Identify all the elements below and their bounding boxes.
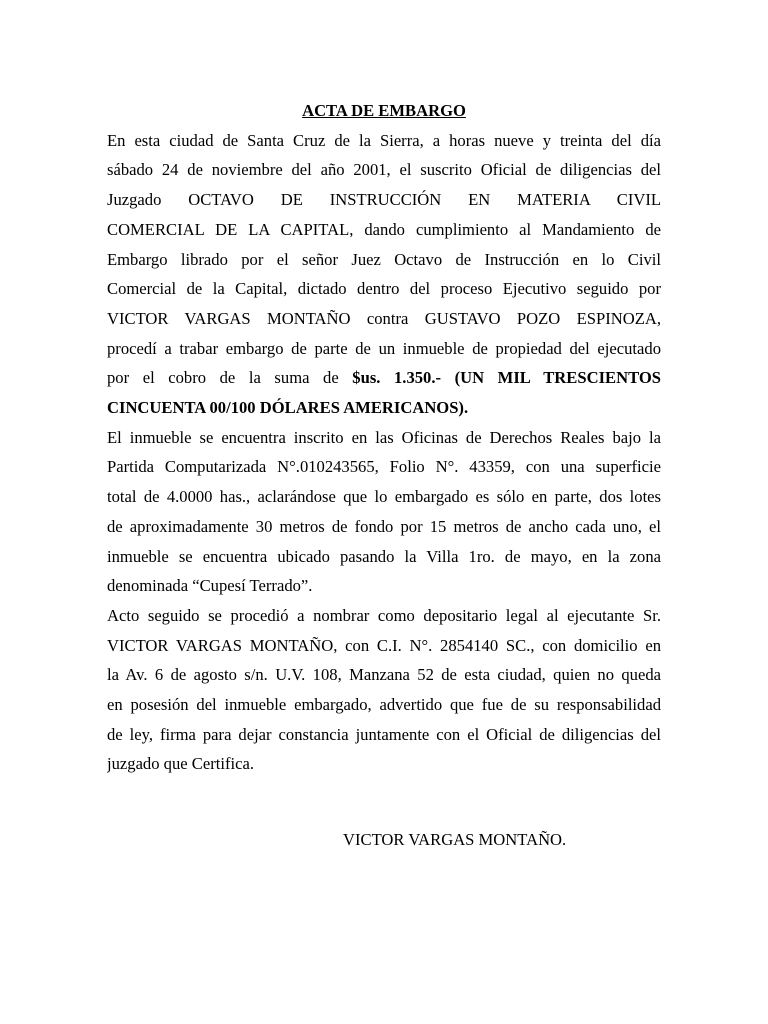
document-title: ACTA DE EMBARGO [302, 101, 466, 120]
paragraph-2 [107, 423, 661, 601]
paragraph-3 [107, 601, 661, 779]
text-line: VICTOR VARGAS MONTAÑO contra GUSTAVO POZO ESPINOZA, [107, 308, 661, 328]
text-line: Juzgado OCTAVO DE INSTRUCCIÓN EN MATERIA CIVIL [107, 190, 661, 210]
text-line-amount-words [107, 393, 661, 423]
text-line: de aproximadamente 30 metros de fondo por 15 metros de ancho cada uno, el [107, 516, 661, 536]
text-line: El inmueble se encuentra inscrito en las Oficinas de Derechos Reales bajo la [107, 427, 661, 447]
text-line: procedí a trabar embargo de parte de un inmueble de propiedad del ejecutado [107, 338, 661, 358]
text-line-amount [107, 363, 661, 393]
text-line: sábado 24 de noviembre del año 2001, el suscrito Oficial de diligencias del [107, 160, 661, 180]
text-line: Partida Computarizada N°.010243565, Folio N°. 43359, con una superficie [107, 457, 661, 477]
text-line: Comercial de la Capital, dictado dentro del proceso Ejecutivo seguido por [107, 279, 661, 299]
amount-prefix: por el cobro de la suma de [107, 368, 353, 388]
text-line: Acto seguido se procedió a nombrar como depositario legal al ejecutante Sr. [107, 605, 661, 625]
text-line: Embargo librado por el señor Juez Octavo de Instrucción en lo Civil [107, 249, 661, 269]
amount-bold: $us. 1.350.- (UN MIL TRESCIENTOS [352, 368, 661, 388]
text-line: En esta ciudad de Santa Cruz de la Sierra, a horas nueve y treinta del día [107, 130, 661, 150]
text-line: en posesión del inmueble embargado, advertido que fue de su responsabilidad [107, 695, 661, 715]
text-line: inmueble se encuentra ubicado pasando la Villa 1ro. de mayo, en la zona [107, 546, 661, 566]
text-line: total de 4.0000 has., aclarándose que lo embargado es sólo en parte, dos lotes [107, 487, 661, 507]
text-line: denominada “Cupesí Terrado”. [107, 576, 313, 596]
text-line: de ley, firma para dejar constancia juntamente con el Oficial de diligencias del [107, 724, 661, 744]
signature-name: VICTOR VARGAS MONTAÑO. [343, 830, 567, 849]
text-line: VICTOR VARGAS MONTAÑO, con C.I. N°. 2854140 SC., con domicilio en [107, 635, 661, 655]
text-line: juzgado que Certifica. [107, 754, 254, 774]
amount-words-suffix: . [463, 398, 469, 418]
document-body [107, 96, 661, 779]
amount-words-bold: CINCUENTA 00/100 DÓLARES AMERICANOS) [107, 398, 464, 418]
text-line: la Av. 6 de agosto s/n. U.V. 108, Manzana 52 de esta ciudad, quien no queda [107, 665, 661, 685]
text-line: COMERCIAL DE LA CAPITAL, dando cumplimiento al Mandamiento de [107, 219, 661, 239]
paragraph-1 [107, 126, 661, 423]
